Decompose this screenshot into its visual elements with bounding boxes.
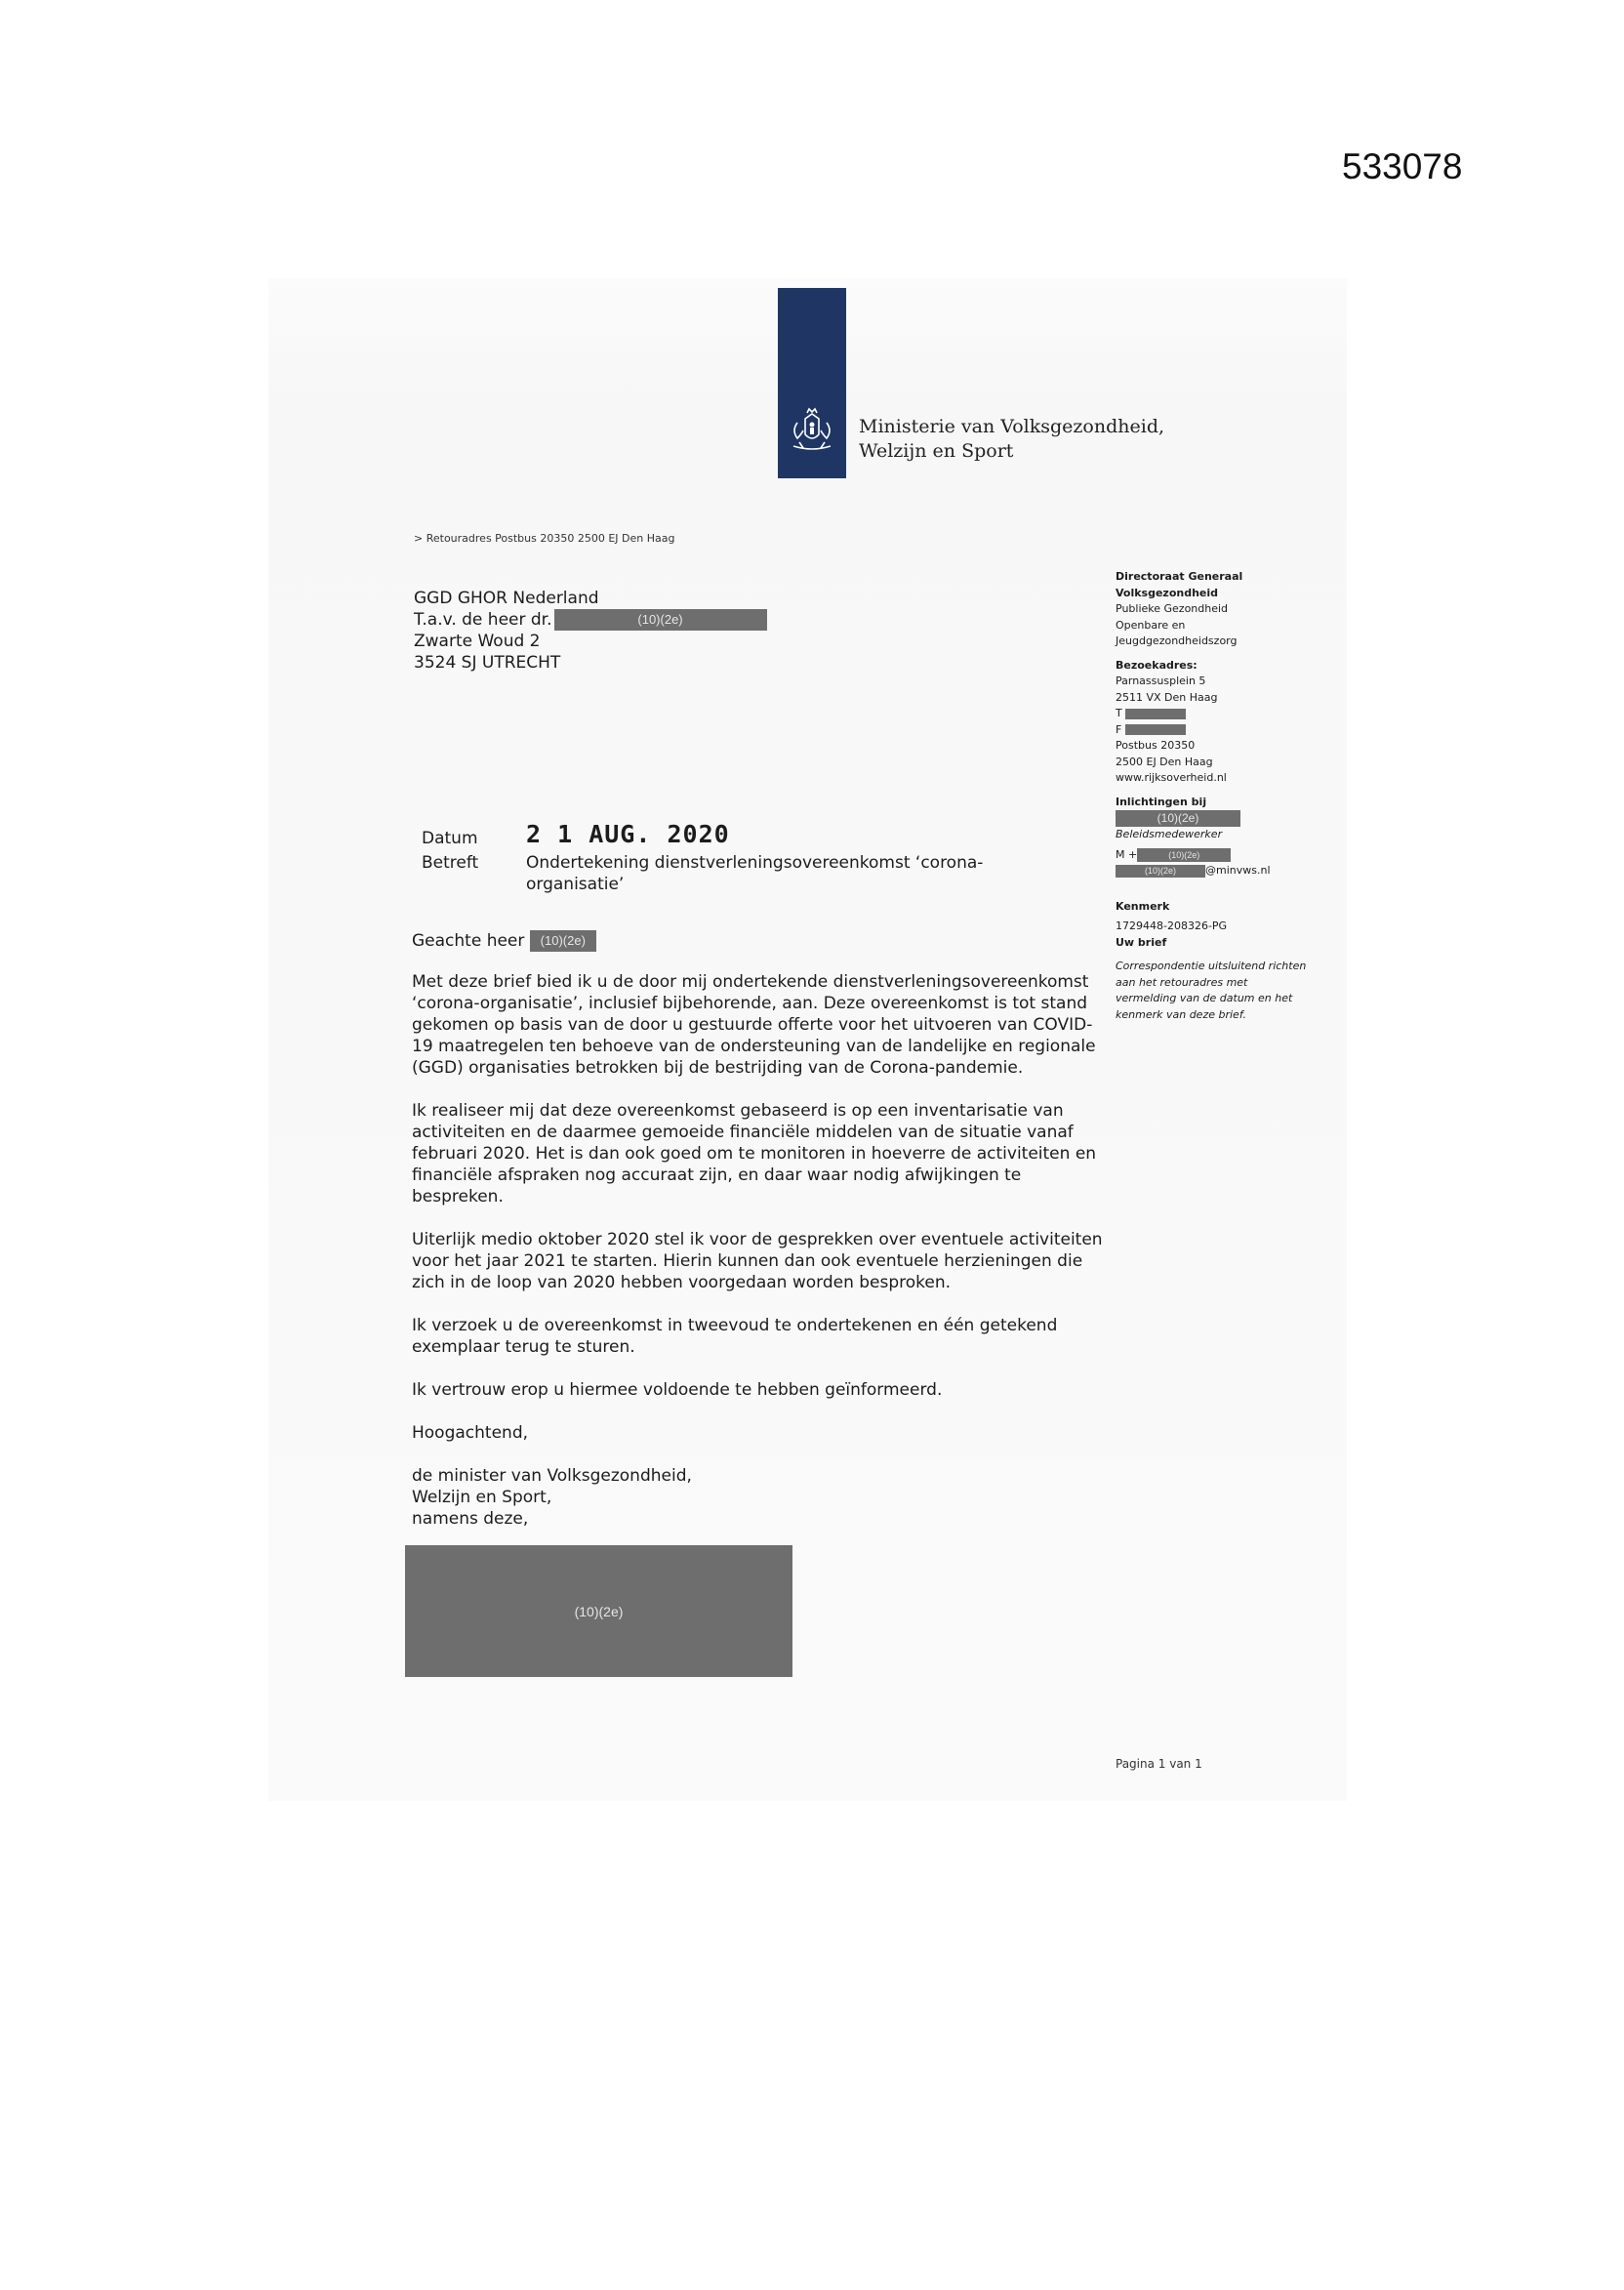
- recipient-attention: T.a.v. de heer dr.: [414, 610, 552, 630]
- signature-redaction: (10)(2e): [405, 1545, 792, 1677]
- sidebar-mobile-prefix: M +: [1116, 847, 1138, 861]
- paragraph: Ik verzoek u de overeenkomst in tweevoud te ondertekenen en één getekend exemplaar terug te sturen.: [412, 1316, 1058, 1357]
- sidebar-uw-brief-heading: Uw brief: [1116, 935, 1167, 949]
- signatory-line2: Welzijn en Sport,: [412, 1488, 552, 1507]
- redaction-box: [1125, 724, 1186, 735]
- date-label: Datum: [422, 829, 478, 848]
- recipient-line4: 3524 SJ UTRECHT: [414, 653, 561, 673]
- sidebar-info-contact: [1116, 810, 1320, 827]
- sidebar-fax-prefix: F: [1116, 722, 1122, 736]
- recipient-address: [414, 588, 767, 674]
- sidebar-dept-line5: Jeugdgezondheidszorg: [1116, 634, 1238, 647]
- date-stamp: 2 1 AUG. 2020: [526, 820, 730, 848]
- closing: Hoogachtend,: [412, 1423, 529, 1443]
- signatory-line3: namens deze,: [412, 1509, 529, 1529]
- recipient-line1: GGD GHOR Nederland: [414, 589, 599, 608]
- subject-row: [422, 852, 1007, 895]
- document-number: 533078: [1342, 146, 1463, 186]
- sidebar-role: Beleidsmedewerker: [1116, 828, 1223, 840]
- paragraph: Ik realiseer mij dat deze overeenkomst gebaseerd is op een inventarisatie van activiteiten en de daarmee gemoeide financiële middelen van de situatie vanaf februari 2020. Het is dan ook goed om te monitoren in hoeverre de activiteiten en financiële afspraken nog accuraat zijn, en daar waar nodig afwijkingen te bespreken.: [412, 1101, 1097, 1206]
- sender-sidebar: [1116, 569, 1320, 1023]
- sidebar-visit-line2: 2511 VX Den Haag: [1116, 690, 1218, 704]
- date-row: [422, 820, 1007, 852]
- rijksoverheid-logo: [778, 288, 846, 478]
- sidebar-website: www.rijksoverheid.nl: [1116, 771, 1227, 784]
- subject-value: Ondertekening dienstverleningsovereenkomst ‘corona-organisatie’: [526, 853, 984, 894]
- redaction-box: (10)(2e): [530, 930, 596, 952]
- sidebar-dept-line4: Openbare en: [1116, 618, 1186, 632]
- sidebar-info-heading: Inlichtingen bij: [1116, 795, 1207, 808]
- signatory-line1: de minister van Volksgezondheid,: [412, 1466, 692, 1486]
- sidebar-dept-line3: Publieke Gezondheid: [1116, 602, 1229, 615]
- redaction-box: [1125, 709, 1186, 719]
- sidebar-phone: [1116, 706, 1320, 722]
- page-number: Pagina 1 van 1: [1116, 1757, 1202, 1771]
- sidebar-email: [1116, 863, 1320, 879]
- sidebar-dept-line2: Volksgezondheid: [1116, 586, 1219, 599]
- recipient-line3: Zwarte Woud 2: [414, 632, 541, 651]
- paragraph: Ik vertrouw erop u hiermee voldoende te hebben geïnformeerd.: [412, 1380, 943, 1400]
- redaction-box: (10)(2e): [1116, 865, 1205, 878]
- sidebar-postbus: Postbus 20350: [1116, 739, 1196, 752]
- subject-label: Betreft: [422, 853, 479, 873]
- paragraph: Uiterlijk medio oktober 2020 stel ik voor de gesprekken over eventuele activiteiten voor het jaar 2021 te starten. Hierin kunnen dan ook eventuele herzieningen die zich in de loop van 2020 hebben voorgedaan worden besproken.: [412, 1230, 1103, 1292]
- redaction-box: (10)(2e): [1137, 848, 1231, 862]
- sidebar-email-domain: @minvws.nl: [1205, 864, 1271, 877]
- return-address: > Retouradres Postbus 20350 2500 EJ Den Haag: [414, 532, 675, 545]
- salutation: [412, 930, 1105, 952]
- sidebar-correspondence-note: Correspondentie uitsluitend richten aan het retouradres met vermelding van de datum en het kenmerk van deze brief.: [1116, 960, 1307, 1021]
- sidebar-post-city: 2500 EJ Den Haag: [1116, 755, 1213, 768]
- redaction-box: (10)(2e): [1116, 810, 1240, 827]
- letter-body: [412, 930, 1105, 1530]
- sidebar-mobile: [1116, 847, 1320, 864]
- salutation-text: Geachte heer: [412, 931, 525, 951]
- sidebar-kenmerk-value: 1729448-208326-PG: [1116, 920, 1228, 932]
- sidebar-fax: [1116, 722, 1320, 739]
- sidebar-kenmerk-heading: Kenmerk: [1116, 899, 1170, 913]
- sidebar-visit-heading: Bezoekadres:: [1116, 658, 1198, 672]
- sidebar-dept-line1: Directoraat Generaal: [1116, 570, 1243, 583]
- redaction-box: (10)(2e): [554, 609, 767, 631]
- ministry-name-line2: Welzijn en Sport: [859, 440, 1014, 462]
- ministry-name: [859, 415, 1181, 464]
- sidebar-visit-line1: Parnassusplein 5: [1116, 675, 1206, 687]
- paragraph: Met deze brief bied ik u de door mij ondertekende dienstverleningsovereenkomst ‘corona-organisatie’, inclusief bijbehorende, aan. Deze overeenkomst is tot stand gekomen op basis van de door u gestuurde offerte voor het uitvoeren van COVID-19 maatregelen ten behoeve van de ondersteuning van de landelijke en regionale (GGD) organisaties betrokken bij de bestrijding van de Corona-pandemie.: [412, 972, 1096, 1078]
- recipient-line2: [414, 609, 767, 631]
- letter-meta: [422, 820, 1007, 895]
- sidebar-phone-prefix: T: [1116, 707, 1122, 719]
- ministry-name-line1: Ministerie van Volksgezondheid,: [859, 416, 1165, 437]
- coat-of-arms-icon: [786, 405, 838, 458]
